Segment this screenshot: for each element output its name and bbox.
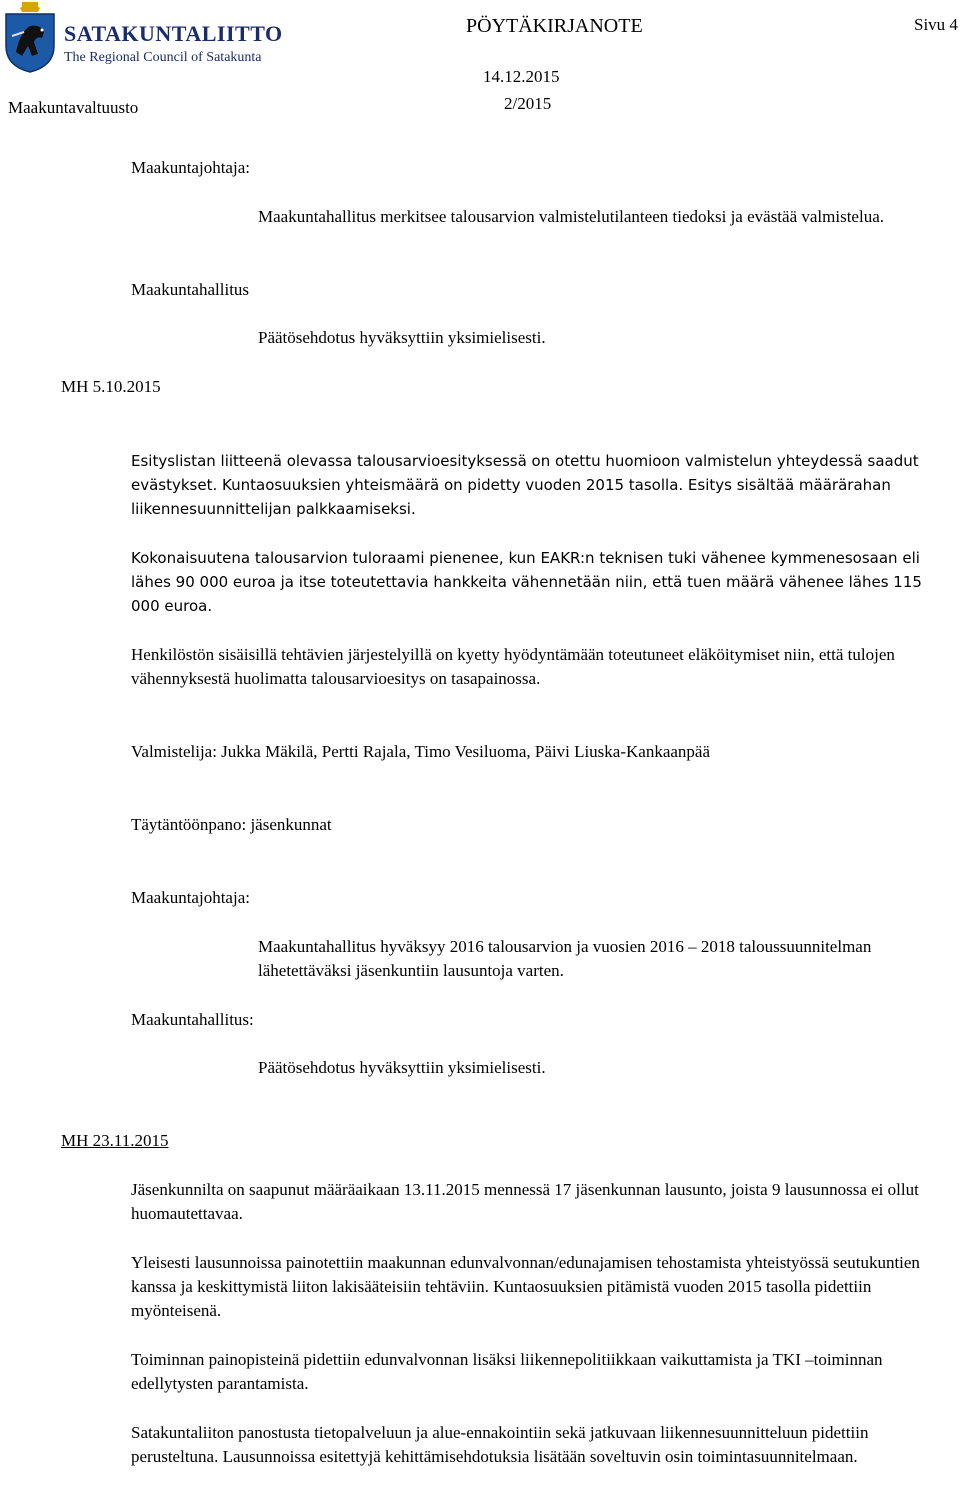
body-paragraph-2: Kokonaisuutena talousarvion tuloraami pienenee, kun EAKR:n teknisen tuki vähenee kymmenesosaan eli lähes 90 000 euroa ja itse toteutettavia hankkeita vähennetään niin, että tuen määrä vähenee lähes 115 000 euroa. <box>131 549 922 615</box>
body2-paragraph-1: Jäsenkunnilta on saapunut määräaikaan 13.11.2015 mennessä 17 jäsenkunnan lausunto, joista 9 lausunnossa ei ollut huomautettavaa. <box>131 1180 919 1223</box>
document-number: 2/2015 <box>504 94 552 113</box>
body-paragraph-1: Esityslistan liitteenä olevassa talousarvioesityksessä on otettu huomioon valmistelun yhteydessä saadut evästykset. Kuntaosuuksien yhteismäärä on pidetty vuoden 2015 tasolla. Esitys sisältää määrärahan liikennesuunnittelijan palkkaamiseksi. <box>131 452 919 518</box>
document-type: PÖYTÄKIRJANOTE <box>466 15 643 37</box>
board-decision-2: Päätösehdotus hyväksyttiin yksimielisesti. <box>258 1058 546 1077</box>
board-decision-1: Päätösehdotus hyväksyttiin yksimielisesti. <box>258 328 546 347</box>
body-paragraph-3: Henkilöstön sisäisillä tehtävien järjestelyillä on kyetty hyödyntämään toteutuneet eläköitymiset niin, että tulojen vähennyksestä huolimatta talousarvioesitys on tasapainossa. <box>131 645 895 688</box>
meeting-label-2: MH 23.11.2015 <box>61 1131 169 1150</box>
body2-paragraph-4: Satakuntaliiton panostusta tietopalveluun ja alue-ennakointiin sekä jatkuvaan liikennesuunnitteluun pidettiin perusteltuna. Lausunnoissa esitettyjä kehittämisehdotuksia lisätään soveltuvin osin toimintasuunnitelmaan. <box>131 1423 869 1466</box>
meeting-label-1: MH 5.10.2015 <box>61 377 161 396</box>
coat-of-arms-icon <box>2 2 58 74</box>
director-text-1: Maakuntahallitus merkitsee talousarvion valmistelutilanteen tiedoksi ja evästää valmistelua. <box>258 207 884 226</box>
body2-paragraph-3: Toiminnan painopisteinä pidettiin edunvalvonnan lisäksi liikennepolitiikkaan vaikuttamista ja TKI –toiminnan edellytysten parantamista. <box>131 1350 883 1393</box>
director-text-2: Maakuntahallitus hyväksyy 2016 talousarvion ja vuosien 2016 – 2018 taloussuunnitelman lähetettäväksi jäsenkuntiin lausuntoja varten. <box>258 937 872 980</box>
organ-name: Maakuntavaltuusto <box>8 98 139 117</box>
org-subtitle: The Regional Council of Satakunta <box>64 50 262 65</box>
board-label-2: Maakuntahallitus: <box>131 1010 254 1029</box>
org-name: SATAKUNTALIITTO <box>64 21 283 46</box>
preparers: Valmistelija: Jukka Mäkilä, Pertti Rajala, Timo Vesiluoma, Päivi Liuska-Kankaanpää <box>131 742 711 761</box>
page-number: Sivu 4 <box>914 15 958 34</box>
director-label-2: Maakuntajohtaja: <box>131 888 250 907</box>
board-label-1: Maakuntahallitus <box>131 280 250 299</box>
document-date: 14.12.2015 <box>483 67 560 86</box>
execution: Täytäntöönpano: jäsenkunnat <box>131 815 332 834</box>
body2-paragraph-2: Yleisesti lausunnoissa painotettiin maakunnan edunvalvonnan/edunajamisen tehostamista yhteistyössä seutukuntien kanssa ja keskittymistä liiton lakisääteisiin tehtäviin. Kuntaosuuksien pitämistä vuoden 2015 tasolla pidettiin myönteisenä. <box>131 1253 920 1320</box>
director-label-1: Maakuntajohtaja: <box>131 158 250 177</box>
